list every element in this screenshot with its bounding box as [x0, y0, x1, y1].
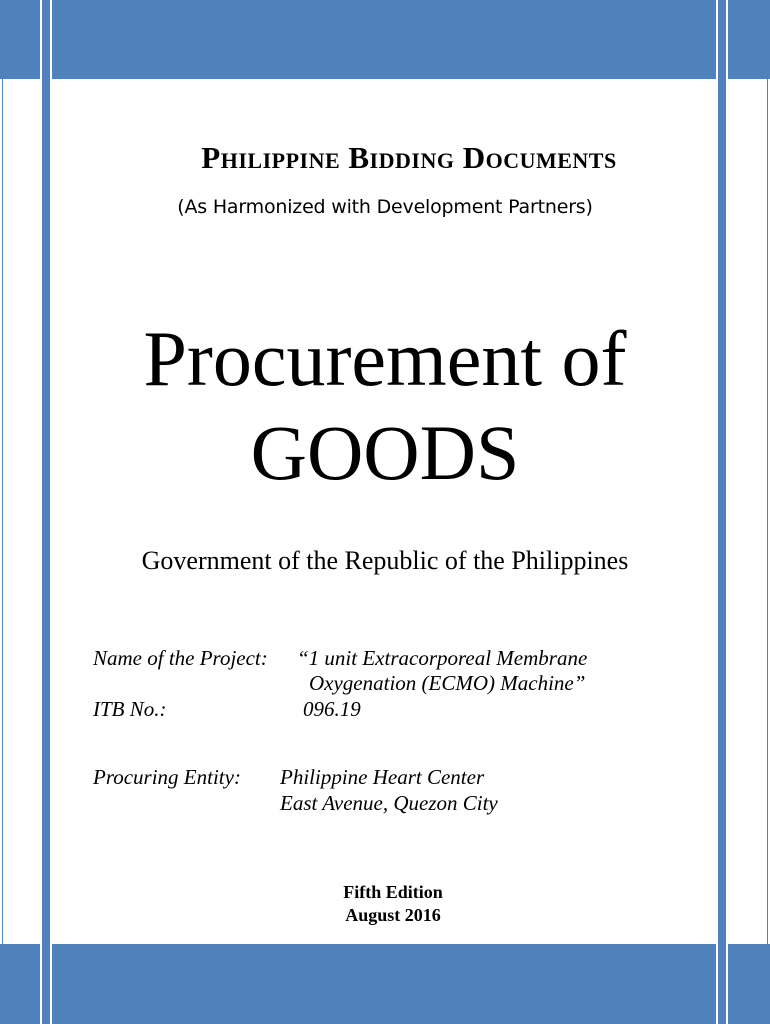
edition-label: Fifth Edition: [343, 882, 443, 902]
itb-value: 096.19: [303, 697, 361, 721]
document-title: Philippine Bidding Documents: [201, 140, 617, 175]
edition-date: August 2016: [345, 905, 441, 925]
project-name-line2: Oxygenation (ECMO) Machine”: [309, 671, 586, 695]
government-line: Government of the Republic of the Philippines: [141, 546, 629, 575]
main-title-line2: GOODS: [250, 409, 520, 496]
procuring-entity-line2: East Avenue, Quezon City: [280, 791, 498, 815]
project-name-label: Name of the Project:: [93, 646, 268, 670]
project-name-line1: “1 unit Extracorporeal Membrane: [297, 646, 588, 670]
procuring-entity-label: Procuring Entity:: [93, 765, 241, 789]
itb-label: ITB No.:: [93, 697, 167, 721]
procuring-entity-line1: Philippine Heart Center: [280, 765, 485, 789]
document-subtitle: (As Harmonized with Development Partners): [177, 196, 593, 218]
main-title-line1: Procurement of: [143, 315, 627, 402]
